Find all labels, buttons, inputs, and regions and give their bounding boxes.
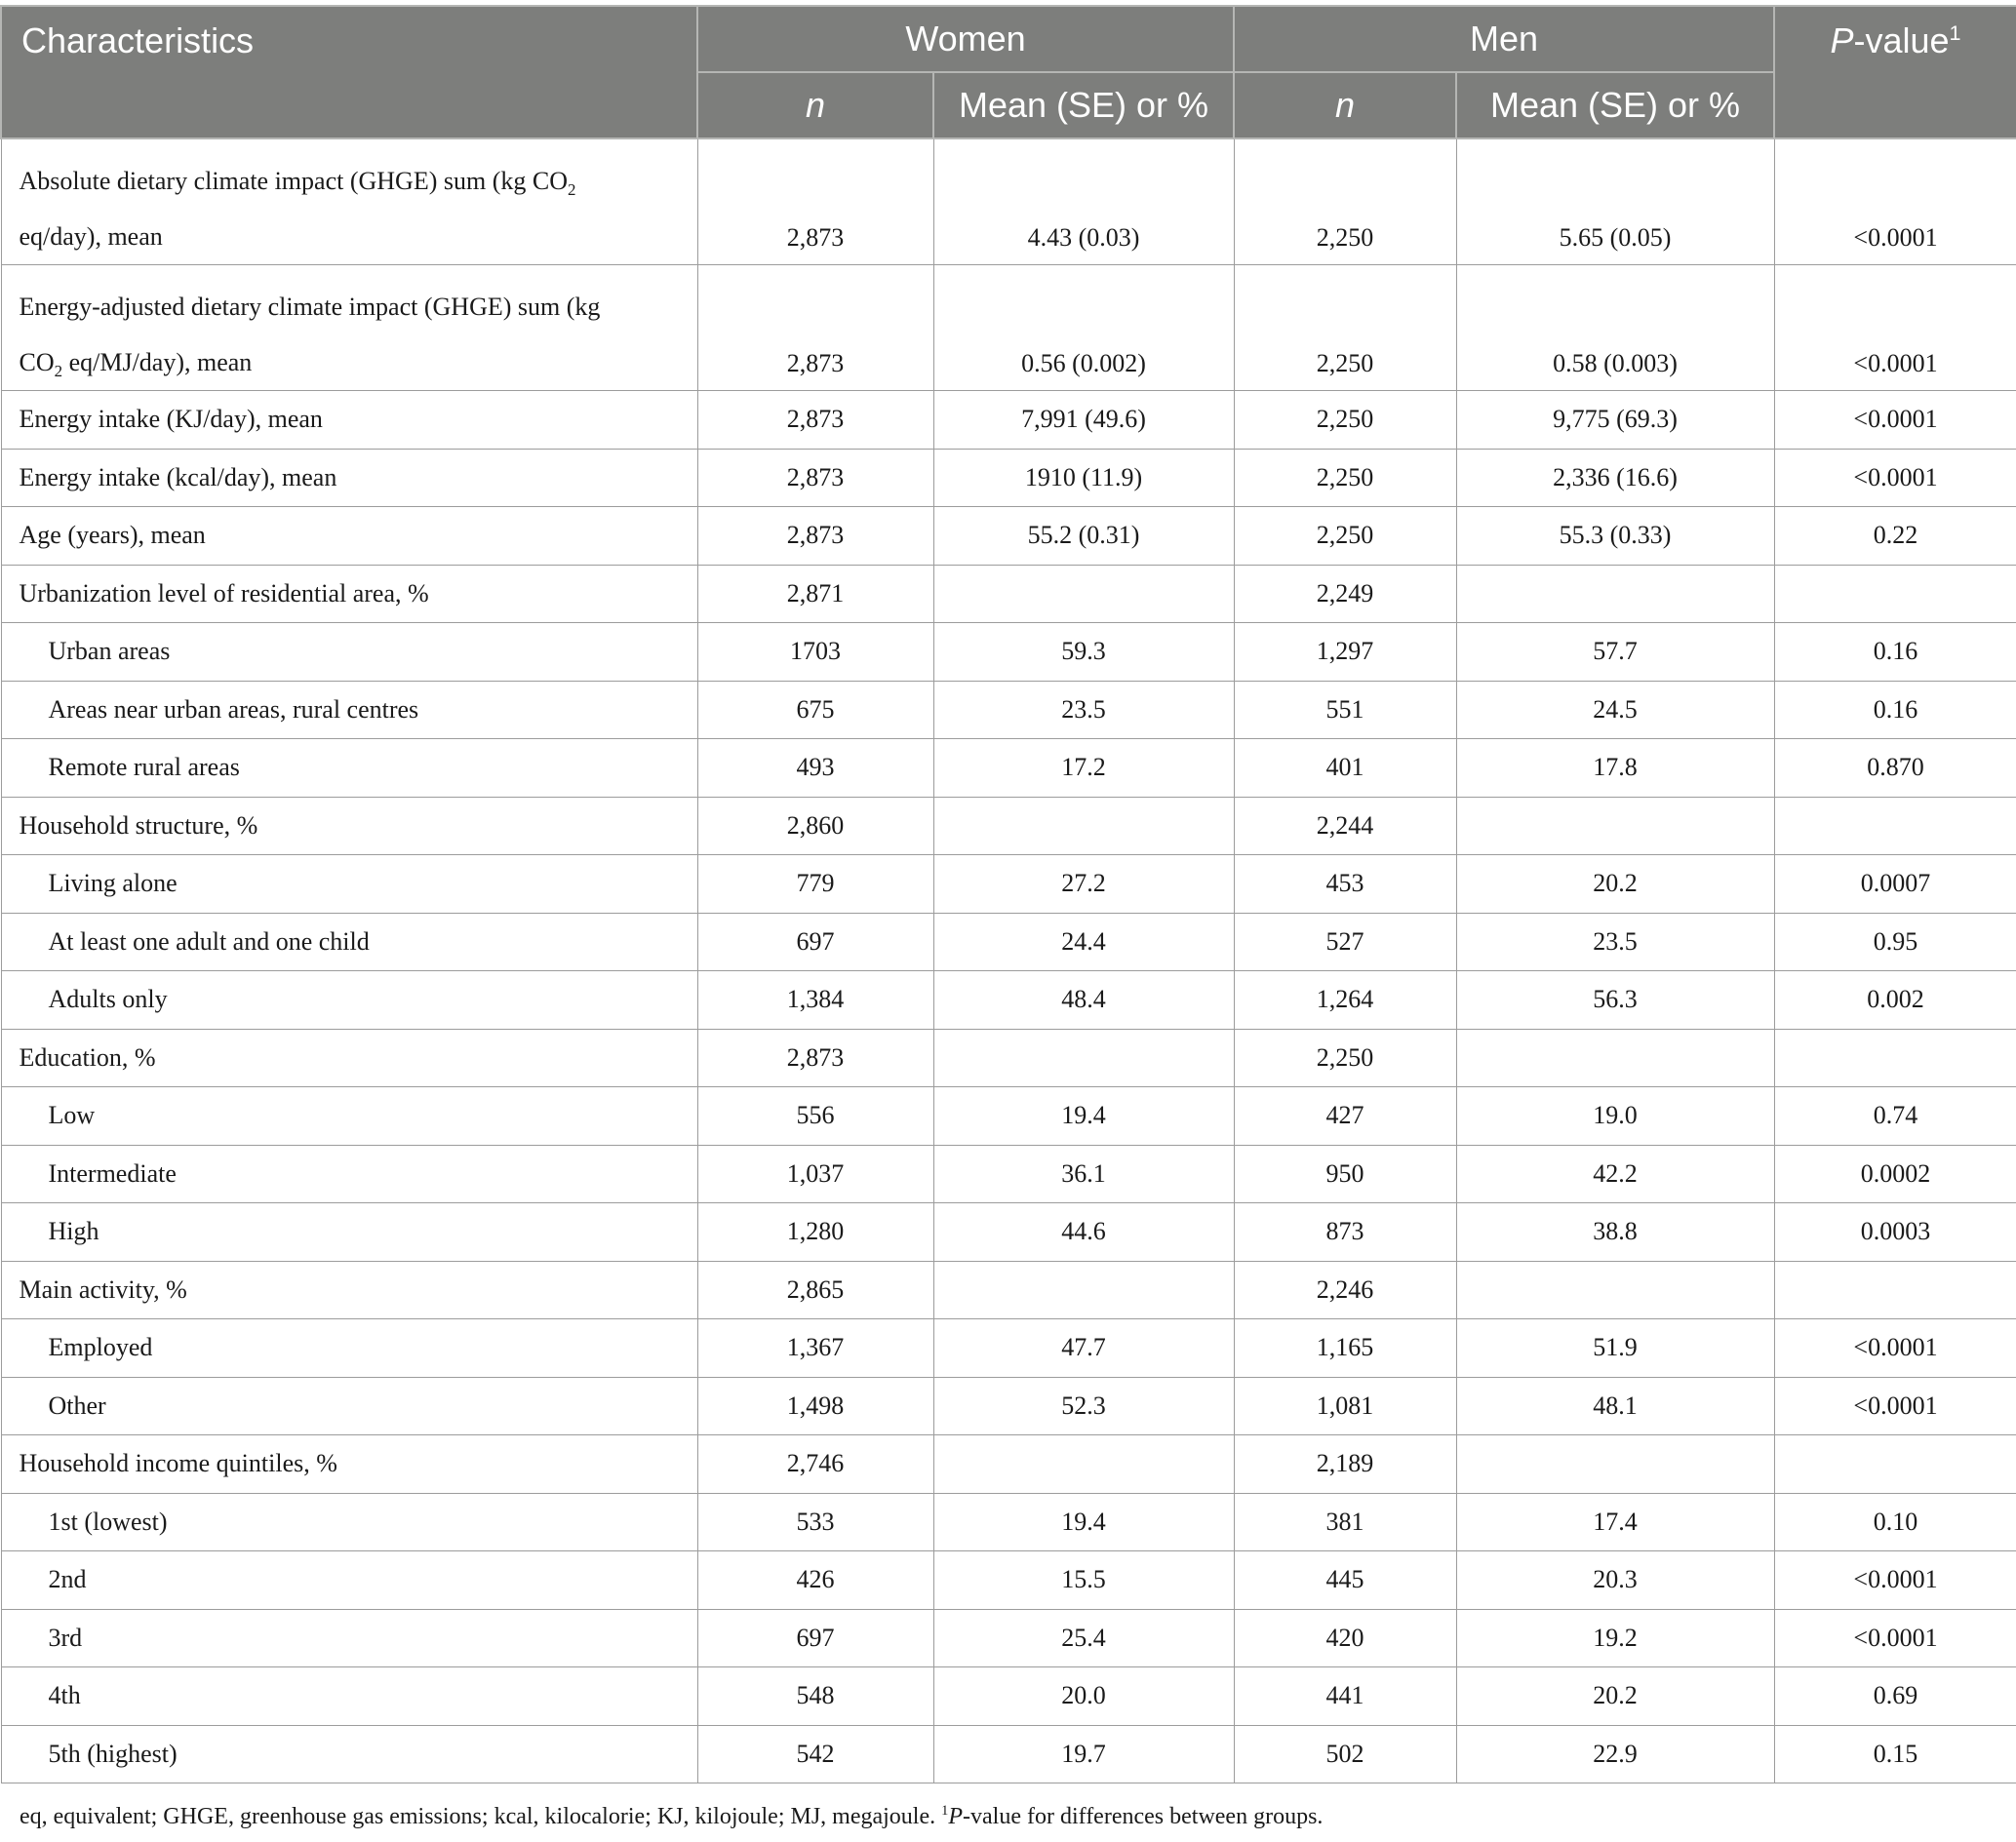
- men-n: 551: [1234, 681, 1456, 739]
- table-row: [1, 1435, 2016, 1494]
- men-n: 453: [1234, 855, 1456, 914]
- header-women-mean: Mean (SE) or %: [933, 72, 1234, 138]
- header-women-n: n: [697, 72, 933, 138]
- row-label: 2nd: [1, 1551, 697, 1610]
- row-label: Energy intake (KJ/day), mean: [1, 391, 697, 450]
- row-label: Urbanization level of residential area, %: [1, 565, 697, 623]
- row-label: Household structure, %: [1, 797, 697, 855]
- table-row: [1, 391, 2016, 450]
- p-value: <0.0001: [1774, 1377, 2016, 1435]
- header-p-sup: 1: [1949, 20, 1961, 45]
- header-characteristics: Characteristics: [1, 6, 697, 138]
- p-value: [1774, 797, 2016, 855]
- men-mean: 56.3: [1456, 971, 1774, 1030]
- women-mean: 48.4: [933, 971, 1234, 1030]
- table-row: [1, 507, 2016, 566]
- men-mean: 51.9: [1456, 1319, 1774, 1378]
- p-value: <0.0001: [1774, 138, 2016, 265]
- table-row: [1, 449, 2016, 507]
- table-row: [1, 265, 2016, 391]
- men-n: 2,250: [1234, 1029, 1456, 1087]
- p-value: <0.0001: [1774, 1319, 2016, 1378]
- women-mean: 19.4: [933, 1087, 1234, 1146]
- table-row: [1, 1203, 2016, 1262]
- men-n: 2,249: [1234, 565, 1456, 623]
- row-label: Energy-adjusted dietary climate impact (GHGE) sum (kg $CO_2$ eq/MJ/day), mean: [1, 265, 697, 391]
- men-n: 441: [1234, 1667, 1456, 1726]
- women-n: 493: [697, 739, 933, 798]
- p-value: 0.74: [1774, 1087, 2016, 1146]
- women-mean: 23.5: [933, 681, 1234, 739]
- men-n: 1,081: [1234, 1377, 1456, 1435]
- men-mean: 0.58 (0.003): [1456, 265, 1774, 391]
- men-n: 2,189: [1234, 1435, 1456, 1494]
- table-row: [1, 1609, 2016, 1667]
- men-n: 1,264: [1234, 971, 1456, 1030]
- header-p-rest: -value: [1853, 20, 1950, 60]
- p-value: 0.0002: [1774, 1145, 2016, 1203]
- women-n: 1,367: [697, 1319, 933, 1378]
- table-row: [1, 1087, 2016, 1146]
- table-row: [1, 1145, 2016, 1203]
- men-mean: 48.1: [1456, 1377, 1774, 1435]
- men-mean: [1456, 797, 1774, 855]
- row-label: Intermediate: [1, 1145, 697, 1203]
- men-n: 1,165: [1234, 1319, 1456, 1378]
- women-mean: 59.3: [933, 623, 1234, 682]
- women-n: 548: [697, 1667, 933, 1726]
- men-n: 873: [1234, 1203, 1456, 1262]
- men-mean: 5.65 (0.05): [1456, 138, 1774, 265]
- table-container: [0, 5, 2016, 1783]
- men-mean: 20.2: [1456, 1667, 1774, 1726]
- men-n: 950: [1234, 1145, 1456, 1203]
- women-n: 2,873: [697, 138, 933, 265]
- women-mean: 19.4: [933, 1493, 1234, 1551]
- row-label: Areas near urban areas, rural centres: [1, 681, 697, 739]
- women-mean: 20.0: [933, 1667, 1234, 1726]
- women-mean: 0.56 (0.002): [933, 265, 1234, 391]
- women-n: 2,865: [697, 1261, 933, 1319]
- women-n: 2,873: [697, 391, 933, 450]
- row-label: 5th (highest): [1, 1725, 697, 1783]
- row-label: 3rd: [1, 1609, 697, 1667]
- men-n: 2,250: [1234, 138, 1456, 265]
- women-n: 1,384: [697, 971, 933, 1030]
- table-row: [1, 1319, 2016, 1378]
- men-n: 1,297: [1234, 623, 1456, 682]
- men-n: 502: [1234, 1725, 1456, 1783]
- women-mean: 15.5: [933, 1551, 1234, 1610]
- table-header: [1, 6, 2016, 138]
- men-mean: 20.2: [1456, 855, 1774, 914]
- p-value: 0.0003: [1774, 1203, 2016, 1262]
- women-mean: 52.3: [933, 1377, 1234, 1435]
- header-p-letter: P: [1830, 20, 1854, 60]
- women-mean: 44.6: [933, 1203, 1234, 1262]
- p-value: <0.0001: [1774, 391, 2016, 450]
- table-row: [1, 913, 2016, 971]
- table-row: [1, 1029, 2016, 1087]
- women-mean: 7,991 (49.6): [933, 391, 1234, 450]
- table-row: [1, 797, 2016, 855]
- women-mean: 19.7: [933, 1725, 1234, 1783]
- p-value: [1774, 1261, 2016, 1319]
- women-mean: 25.4: [933, 1609, 1234, 1667]
- p-value: [1774, 565, 2016, 623]
- women-mean: 36.1: [933, 1145, 1234, 1203]
- table-row: [1, 1261, 2016, 1319]
- p-value: [1774, 1435, 2016, 1494]
- p-value: 0.22: [1774, 507, 2016, 566]
- row-label: Age (years), mean: [1, 507, 697, 566]
- table-row: [1, 1493, 2016, 1551]
- men-mean: [1456, 1029, 1774, 1087]
- p-value: 0.16: [1774, 623, 2016, 682]
- row-label: Living alone: [1, 855, 697, 914]
- table-row: [1, 681, 2016, 739]
- table-row: [1, 138, 2016, 265]
- men-mean: 38.8: [1456, 1203, 1774, 1262]
- men-mean: 23.5: [1456, 913, 1774, 971]
- men-mean: 24.5: [1456, 681, 1774, 739]
- row-label: Urban areas: [1, 623, 697, 682]
- table-row: [1, 1725, 2016, 1783]
- women-n: 542: [697, 1725, 933, 1783]
- row-label: High: [1, 1203, 697, 1262]
- women-n: 556: [697, 1087, 933, 1146]
- p-value: 0.870: [1774, 739, 2016, 798]
- women-n: 1,037: [697, 1145, 933, 1203]
- men-n: 2,244: [1234, 797, 1456, 855]
- men-n: 2,246: [1234, 1261, 1456, 1319]
- women-n: 426: [697, 1551, 933, 1610]
- men-n: 381: [1234, 1493, 1456, 1551]
- men-n: 2,250: [1234, 265, 1456, 391]
- men-mean: 9,775 (69.3): [1456, 391, 1774, 450]
- p-value: 0.69: [1774, 1667, 2016, 1726]
- women-mean: 1910 (11.9): [933, 449, 1234, 507]
- men-n: 445: [1234, 1551, 1456, 1610]
- p-value: [1774, 1029, 2016, 1087]
- p-value: 0.10: [1774, 1493, 2016, 1551]
- women-n: 697: [697, 913, 933, 971]
- women-n: 2,746: [697, 1435, 933, 1494]
- table-row: [1, 1667, 2016, 1726]
- row-label: Low: [1, 1087, 697, 1146]
- men-mean: 17.4: [1456, 1493, 1774, 1551]
- women-mean: [933, 797, 1234, 855]
- men-mean: 22.9: [1456, 1725, 1774, 1783]
- men-n: 427: [1234, 1087, 1456, 1146]
- women-n: 675: [697, 681, 933, 739]
- table-footnote: eq, equivalent; GHGE, greenhouse gas emissions; kcal, kilocalorie; KJ, kilojoule; MJ, megajoule. $^1$P-value for differences between groups.: [20, 1803, 1324, 1829]
- women-n: 1703: [697, 623, 933, 682]
- row-label: 4th: [1, 1667, 697, 1726]
- p-value: 0.15: [1774, 1725, 2016, 1783]
- women-n: 2,871: [697, 565, 933, 623]
- table-row: [1, 739, 2016, 798]
- row-label: 1st (lowest): [1, 1493, 697, 1551]
- table-row: [1, 623, 2016, 682]
- women-mean: [933, 1261, 1234, 1319]
- table-row: [1, 1551, 2016, 1610]
- row-label: Remote rural areas: [1, 739, 697, 798]
- women-n: 1,498: [697, 1377, 933, 1435]
- women-mean: [933, 1435, 1234, 1494]
- p-value: 0.16: [1774, 681, 2016, 739]
- men-mean: 19.2: [1456, 1609, 1774, 1667]
- men-mean: 42.2: [1456, 1145, 1774, 1203]
- header-women: Women: [697, 6, 1234, 72]
- men-mean: 20.3: [1456, 1551, 1774, 1610]
- p-value: <0.0001: [1774, 1551, 2016, 1610]
- women-mean: [933, 1029, 1234, 1087]
- women-mean: 4.43 (0.03): [933, 138, 1234, 265]
- row-label: Other: [1, 1377, 697, 1435]
- p-value: 0.0007: [1774, 855, 2016, 914]
- men-n: 2,250: [1234, 391, 1456, 450]
- header-men: Men: [1234, 6, 1774, 72]
- men-mean: 55.3 (0.33): [1456, 507, 1774, 566]
- women-n: 697: [697, 1609, 933, 1667]
- women-mean: 17.2: [933, 739, 1234, 798]
- men-mean: 19.0: [1456, 1087, 1774, 1146]
- table-row: [1, 1377, 2016, 1435]
- p-value: <0.0001: [1774, 1609, 2016, 1667]
- women-n: 2,873: [697, 449, 933, 507]
- men-n: 401: [1234, 739, 1456, 798]
- characteristics-table: [0, 5, 2016, 1783]
- women-n: 533: [697, 1493, 933, 1551]
- women-mean: [933, 565, 1234, 623]
- men-n: 527: [1234, 913, 1456, 971]
- women-mean: 24.4: [933, 913, 1234, 971]
- p-value: 0.002: [1774, 971, 2016, 1030]
- men-n: 2,250: [1234, 449, 1456, 507]
- table-row: [1, 971, 2016, 1030]
- men-mean: [1456, 565, 1774, 623]
- table-body: [1, 138, 2016, 1783]
- header-p-value: [1774, 6, 2016, 138]
- men-mean: 57.7: [1456, 623, 1774, 682]
- row-label: Energy intake (kcal/day), mean: [1, 449, 697, 507]
- men-mean: [1456, 1435, 1774, 1494]
- header-men-mean: Mean (SE) or %: [1456, 72, 1774, 138]
- row-label: Absolute dietary climate impact (GHGE) sum (kg $CO_2$ eq/day), mean: [1, 138, 697, 265]
- women-n: 2,873: [697, 507, 933, 566]
- women-n: 2,860: [697, 797, 933, 855]
- row-label: Main activity, %: [1, 1261, 697, 1319]
- table-row: [1, 565, 2016, 623]
- women-mean: 27.2: [933, 855, 1234, 914]
- men-mean: [1456, 1261, 1774, 1319]
- p-value: <0.0001: [1774, 449, 2016, 507]
- women-n: 2,873: [697, 1029, 933, 1087]
- table-row: [1, 855, 2016, 914]
- row-label: Education, %: [1, 1029, 697, 1087]
- header-men-n: n: [1234, 72, 1456, 138]
- men-mean: 2,336 (16.6): [1456, 449, 1774, 507]
- women-n: 2,873: [697, 265, 933, 391]
- men-mean: 17.8: [1456, 739, 1774, 798]
- men-n: 2,250: [1234, 507, 1456, 566]
- women-n: 1,280: [697, 1203, 933, 1262]
- row-label: Household income quintiles, %: [1, 1435, 697, 1494]
- women-mean: 47.7: [933, 1319, 1234, 1378]
- women-mean: 55.2 (0.31): [933, 507, 1234, 566]
- women-n: 779: [697, 855, 933, 914]
- row-label: Employed: [1, 1319, 697, 1378]
- row-label: At least one adult and one child: [1, 913, 697, 971]
- men-n: 420: [1234, 1609, 1456, 1667]
- p-value: 0.95: [1774, 913, 2016, 971]
- row-label: Adults only: [1, 971, 697, 1030]
- p-value: <0.0001: [1774, 265, 2016, 391]
